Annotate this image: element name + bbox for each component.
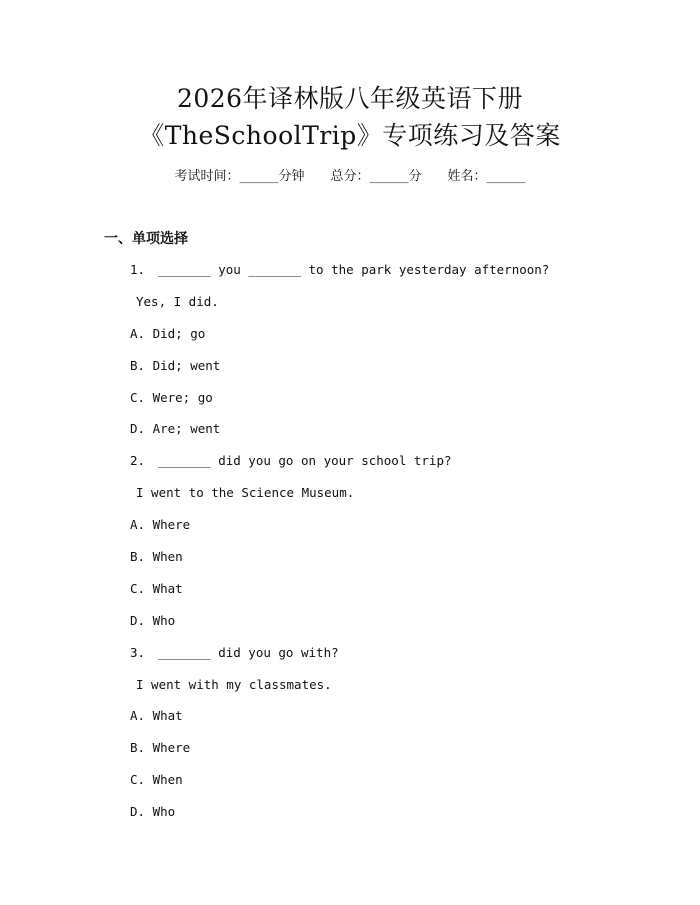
option-b: B. Where: [130, 740, 191, 756]
option-a: A. What: [130, 708, 183, 724]
option-b: B. Did; went: [130, 357, 221, 373]
question-number: 2.: [130, 453, 146, 469]
section-title: 一、单项选择: [104, 231, 188, 247]
option-a: A. Where: [130, 517, 191, 533]
question-stem: [130, 644, 549, 676]
option-d: D. Who: [130, 804, 176, 820]
question-text: _______ you _______ to the park yesterday afternoon?: [158, 262, 550, 277]
option-c: C. When: [130, 772, 183, 788]
document-title-line-2: 《TheSchoolTrip》专项练习及答案: [139, 121, 561, 150]
question-number: 3.: [130, 644, 146, 660]
option-d: D. Who: [130, 612, 176, 628]
question-stem: [130, 261, 549, 293]
question-text: _______ did you go on your school trip?: [158, 453, 452, 469]
option-c: C. What: [130, 580, 183, 596]
exam-meta: [0, 168, 700, 186]
student-name-label: 姓名：______: [447, 169, 526, 184]
question-answer-line: I went to the Science Museum.: [136, 485, 355, 501]
total-score-label: 总分：______分: [330, 169, 422, 184]
option-d: D. Are; went: [130, 421, 221, 437]
option-a: A. Did; go: [130, 325, 206, 341]
document-title-line-1: 2026年译林版八年级英语下册: [176, 84, 524, 113]
question-number: 1.: [130, 262, 146, 277]
question-answer-line: I went with my classmates.: [136, 676, 332, 692]
question-answer-line: Yes, I did.: [136, 293, 219, 309]
exam-time-label: 考试时间：______分钟: [174, 169, 305, 184]
option-c: C. Were; go: [130, 389, 213, 405]
question-list: [130, 261, 549, 835]
option-b: B. When: [130, 549, 183, 565]
question-stem: [130, 452, 549, 484]
question-text: _______ did you go with?: [158, 644, 339, 660]
